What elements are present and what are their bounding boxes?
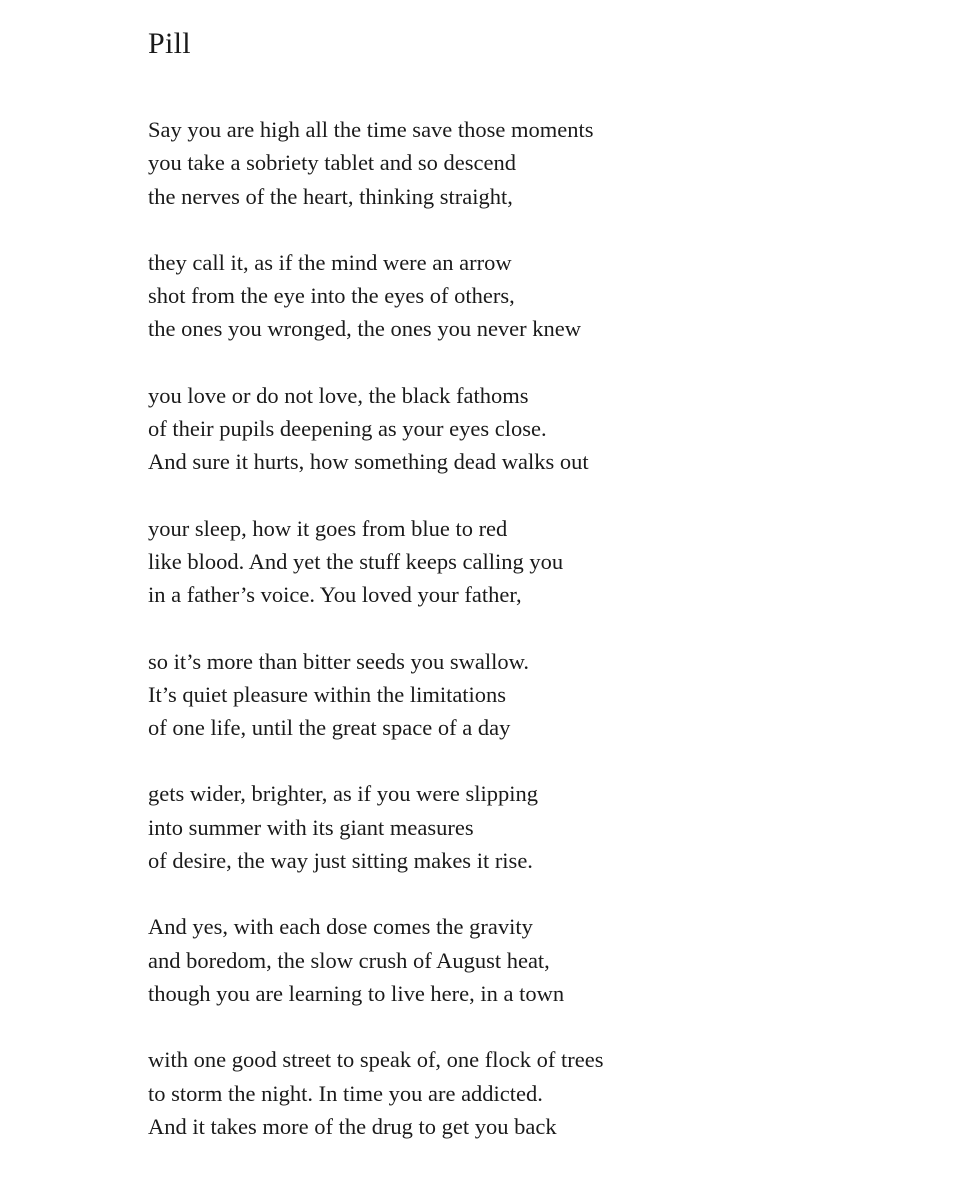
poem-line: you take a sobriety tablet and so descend <box>148 150 517 176</box>
poem-line: of their pupils deepening as your eyes close. <box>148 416 547 442</box>
stanza-7 <box>148 910 928 1010</box>
poem-line: like blood. And yet the stuff keeps calling you <box>148 548 564 574</box>
poem-line: they call it, as if the mind were an arrow <box>148 249 512 275</box>
stanza-6 <box>148 777 928 877</box>
poem-line: and boredom, the slow crush of August heat, <box>148 947 550 973</box>
poem-line: It’s quiet pleasure within the limitations <box>148 681 507 707</box>
stanza-2 <box>148 246 928 346</box>
poem-body <box>148 113 928 1143</box>
poem-line: your sleep, how it goes from blue to red <box>148 515 508 541</box>
poem-line: though you are learning to live here, in a town <box>148 980 565 1006</box>
stanza-3 <box>148 379 928 479</box>
poem-line: to storm the night. In time you are addicted. <box>148 1080 543 1106</box>
poem-line: of one life, until the great space of a day <box>148 715 511 741</box>
poem-line: of desire, the way just sitting makes it rise. <box>148 848 533 874</box>
poem-line: into summer with its giant measures <box>148 814 474 840</box>
poem-line: with one good street to speak of, one flock of trees <box>148 1047 604 1073</box>
poem-line: shot from the eye into the eyes of others, <box>148 283 515 309</box>
stanza-5 <box>148 645 928 745</box>
poem-line: And yes, with each dose comes the gravity <box>148 914 533 940</box>
poem-line: gets wider, brighter, as if you were slipping <box>148 781 538 807</box>
poem-line: the ones you wronged, the ones you never knew <box>148 316 582 342</box>
poem-line: And sure it hurts, how something dead walks out <box>148 449 589 475</box>
stanza-8 <box>148 1043 928 1143</box>
poem-title: Pill <box>148 27 191 60</box>
poem-page <box>148 22 928 1176</box>
poem-line: so it’s more than bitter seeds you swallow. <box>148 648 529 674</box>
poem-line: And it takes more of the drug to get you back <box>148 1113 557 1139</box>
poem-line: in a father’s voice. You loved your father, <box>148 582 522 608</box>
stanza-1 <box>148 113 928 213</box>
poem-line: the nerves of the heart, thinking straight, <box>148 183 513 209</box>
poem-line: you love or do not love, the black fathoms <box>148 382 529 408</box>
poem-line: Say you are high all the time save those moments <box>148 117 594 142</box>
stanza-4 <box>148 512 928 612</box>
